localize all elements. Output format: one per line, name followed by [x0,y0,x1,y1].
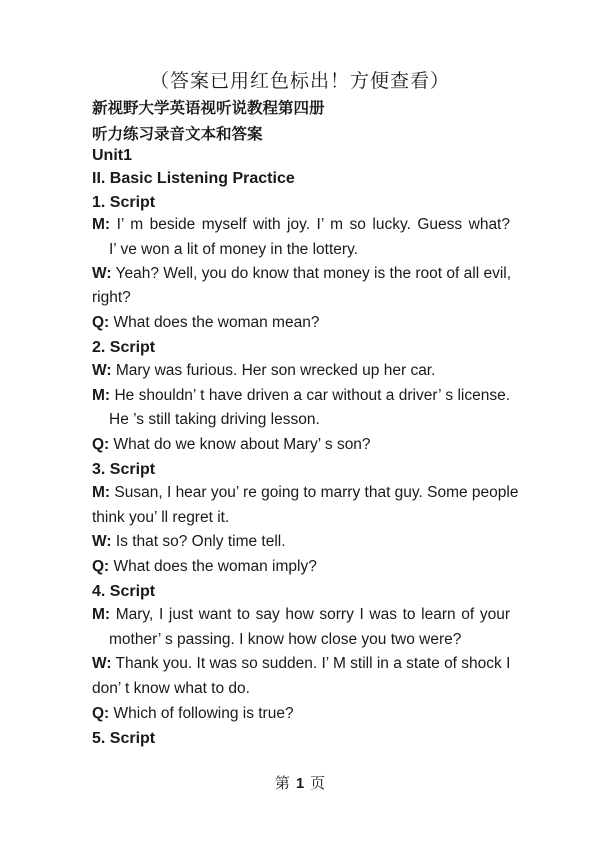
speaker-label: W: [92,533,112,550]
script-2-man-line [92,384,510,408]
script-3-woman-line [92,530,510,554]
dialogue-text: Susan, I hear you’ re going to marry that guy. Some people [114,484,519,501]
speaker-label: M: [92,606,111,623]
script-3-question [92,555,510,579]
speaker-label: M: [92,216,111,233]
dialogue-text: Mary was furious. Her son wrecked up her car. [115,362,436,379]
question-label: Q: [92,436,110,453]
question-label: Q: [92,705,110,722]
dialogue-continuation: I’ ve won a lit of money in the lottery. [109,241,358,258]
dialogue-text: Yeah? Well, you do know that money is the root of all evil, [115,265,512,282]
unit-heading: Unit1 [92,147,132,164]
speaker-label: M: [92,387,111,404]
dialogue-continuation: He ’s still taking driving lesson. [109,411,320,428]
speaker-label: W: [92,655,112,672]
question-text: Which of following is true? [113,705,294,722]
question-text: What do we know about Mary’ s son? [113,436,371,453]
script-1-heading: 1. Script [92,194,156,211]
script-2-heading: 2. Script [92,339,156,356]
dialogue-text: Is that so? Only time tell. [115,533,286,550]
script-2-woman-line [92,359,510,383]
dialogue-continuation: mother’ s passing. I know how close you two were? [109,631,462,648]
script-4-man-line [92,603,510,627]
dialogue-text: I’ m beside myself with joy. I’ m so lucky. Guess what? [116,216,510,233]
script-1-woman-line [92,262,510,286]
question-label: Q: [92,558,110,575]
book-title: 新视野大学英语视听说教程第四册 [92,99,325,117]
page-suffix: 页 [310,774,326,792]
script-1-question [92,311,510,335]
speaker-label: M: [92,484,111,501]
answer-note: （答案已用红色标出！方便查看） [149,70,450,92]
page-footer [0,772,600,793]
dialogue-text: Mary, I just want to say how sorry I was to learn of your [115,606,510,623]
script-5-heading: 5. Script [92,730,156,747]
script-1-man-line [92,213,510,237]
script-3-heading: 3. Script [92,461,156,478]
speaker-label: W: [92,265,112,282]
script-3-man-line [92,481,519,505]
dialogue-text: Thank you. It was so sudden. I’ M still in a state of shock I [115,655,511,672]
book-subtitle: 听力练习录音文本和答案 [92,125,263,143]
page-number: 1 [295,775,305,792]
script-4-question [92,702,510,726]
question-label: Q: [92,314,110,331]
page-prefix: 第 [274,774,290,792]
dialogue-text: He shouldn’ t have driven a car without a driver’ s license. [114,387,510,404]
question-text: What does the woman imply? [113,558,317,575]
dialogue-continuation: think you’ ll regret it. [92,509,230,526]
script-2-question [92,433,510,457]
question-text: What does the woman mean? [113,314,320,331]
script-4-woman-line [92,652,510,676]
dialogue-continuation: don’ t know what to do. [92,680,250,697]
speaker-label: W: [92,362,112,379]
dialogue-continuation: right? [92,289,131,306]
section-heading: II. Basic Listening Practice [92,170,295,187]
script-4-heading: 4. Script [92,583,156,600]
